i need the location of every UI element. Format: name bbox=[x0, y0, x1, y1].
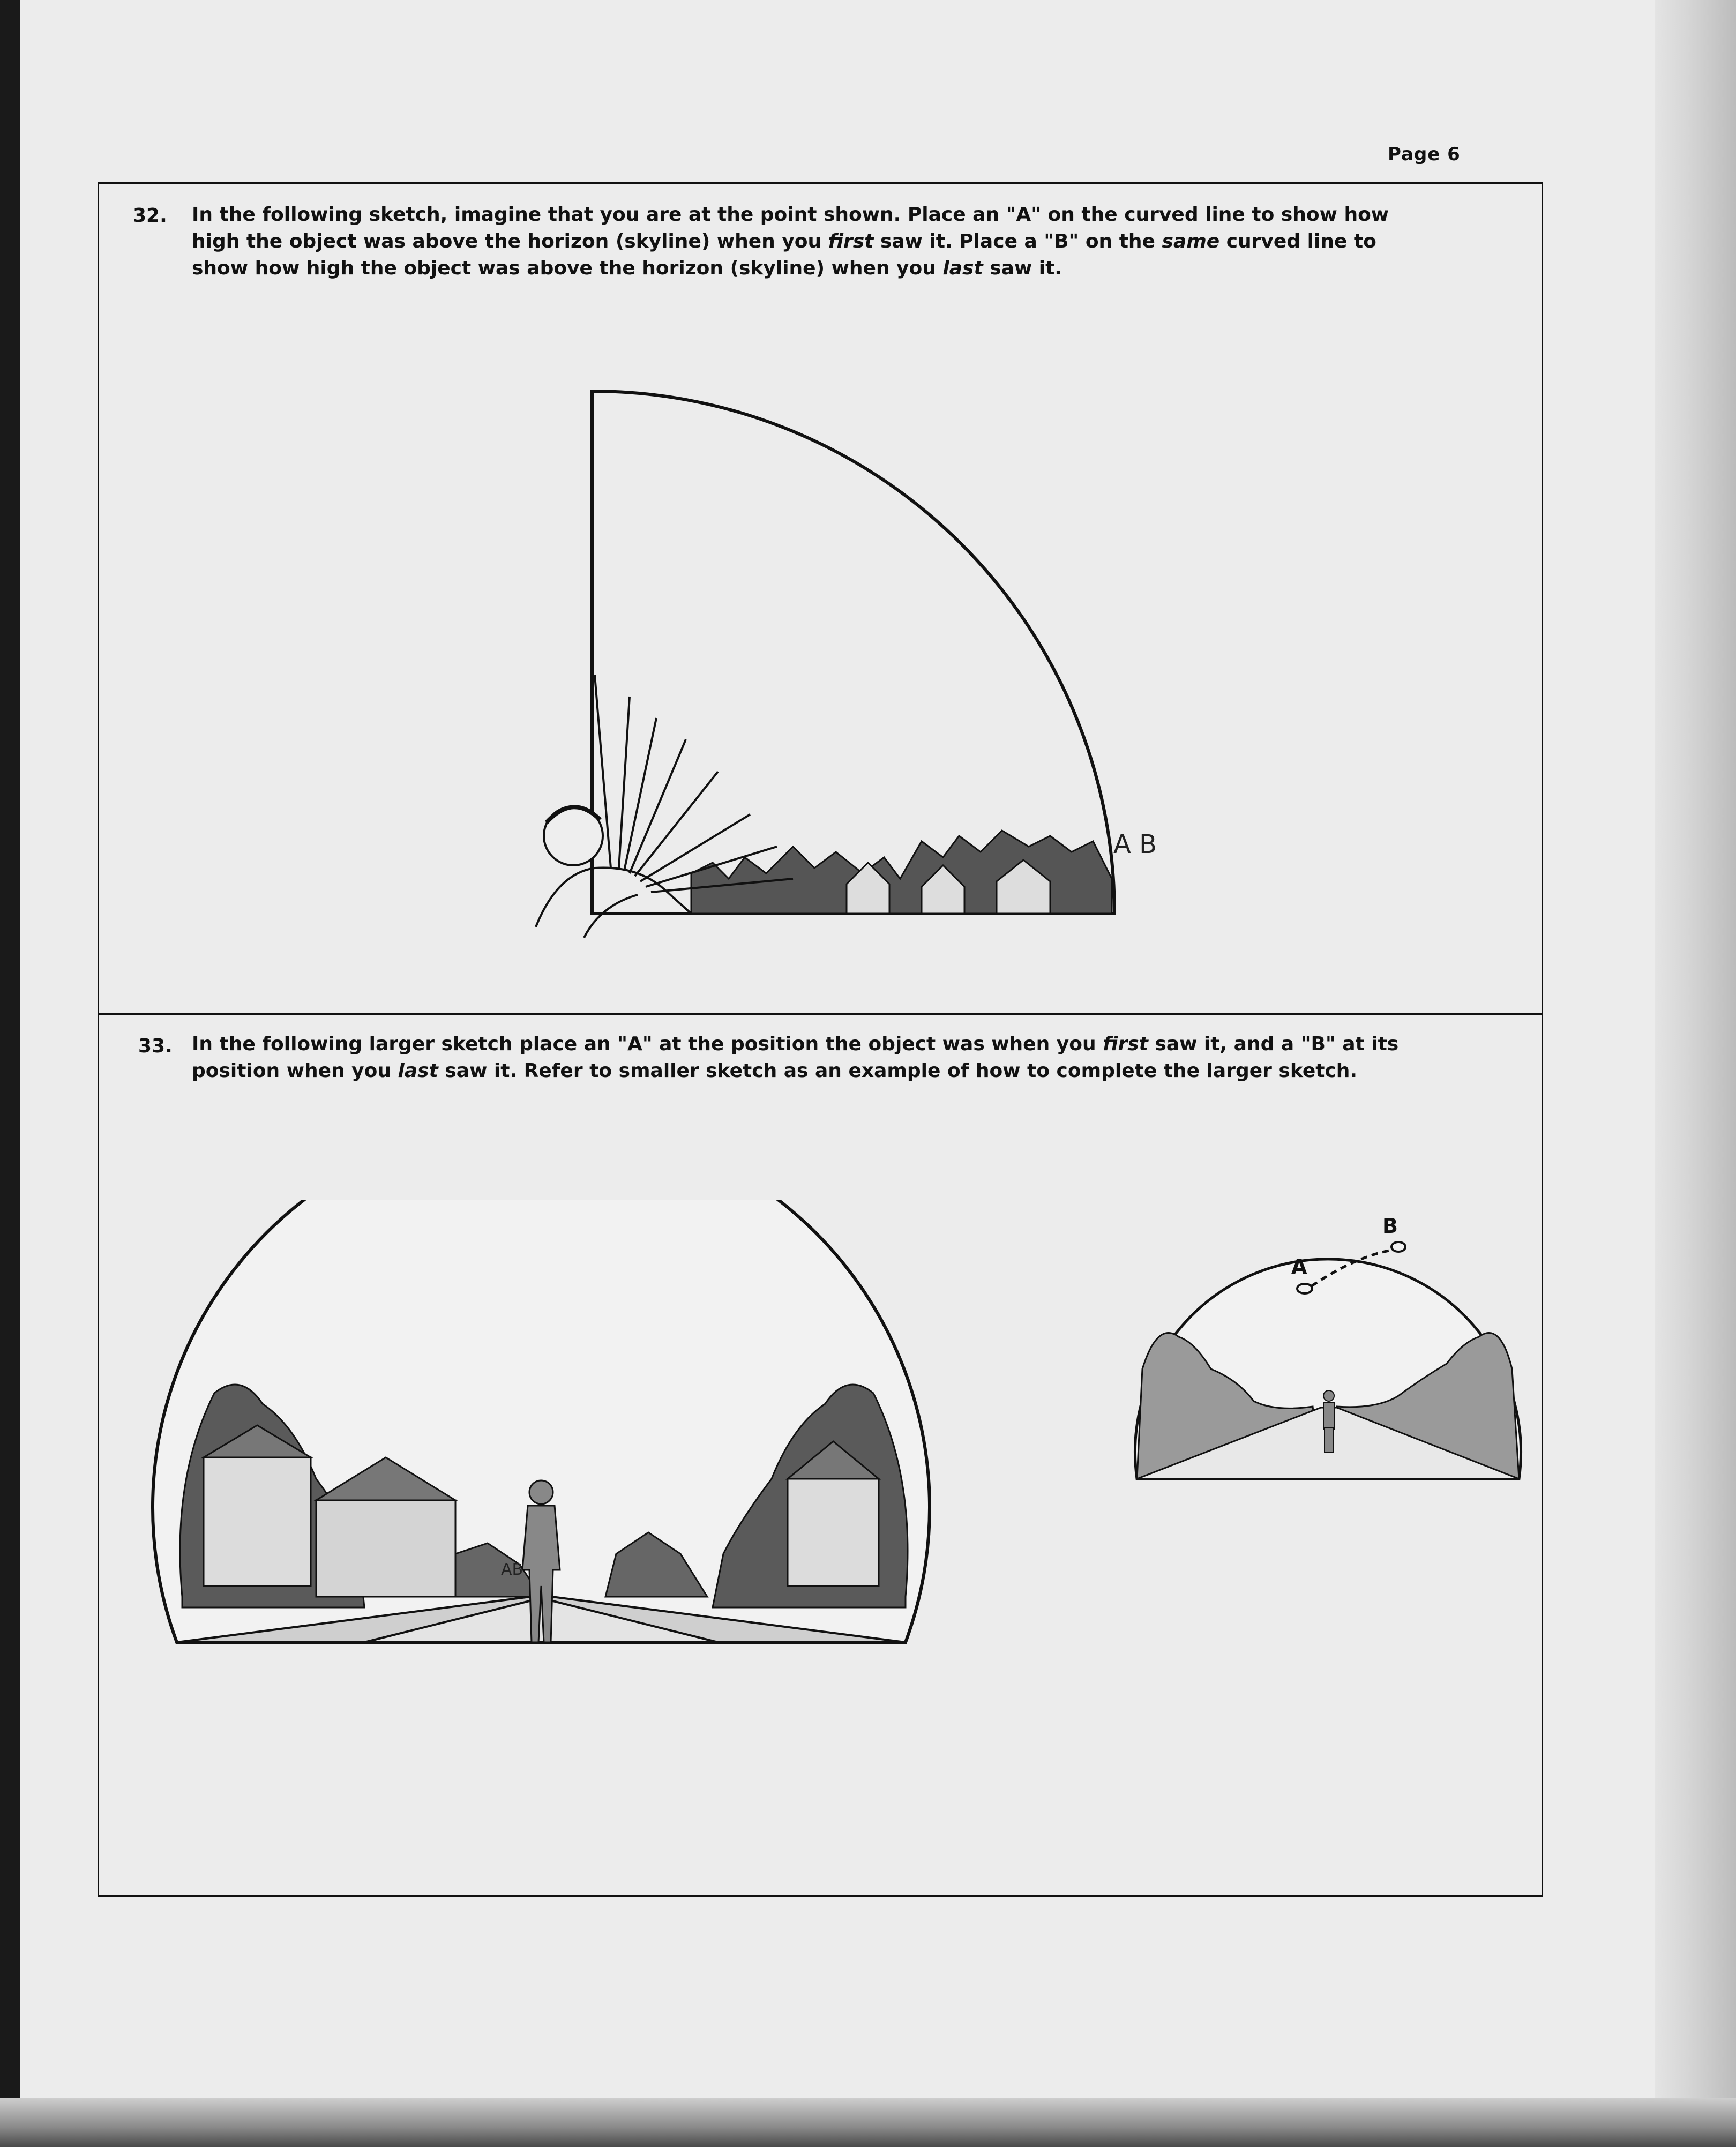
question-32-text bbox=[192, 201, 1531, 282]
large-street-sketch bbox=[134, 1200, 948, 1661]
question-32-line-2: high the object was above the horizon (skyline) when you first saw it. Place a "B" on the same curved line to bbox=[192, 230, 1376, 252]
question-33-line-2: position when you last saw it. Refer to smaller sketch as an example of how to complete the larger sketch. bbox=[192, 1060, 1358, 1082]
skyline-houses-icon bbox=[691, 831, 1112, 914]
small-standing-figure-icon bbox=[1323, 1390, 1334, 1452]
question-33-text bbox=[192, 1031, 1531, 1084]
example-label-b: B bbox=[1382, 1214, 1398, 1238]
handwritten-answer-32: A B bbox=[1113, 829, 1157, 859]
question-32-line-1: In the following sketch, imagine that you are at the point shown. Place an "A" on the curved line to show how bbox=[192, 204, 1389, 226]
question-32-number: 32. bbox=[133, 205, 167, 227]
question-33-number: 33. bbox=[138, 1035, 173, 1057]
handwritten-answer-33: AB bbox=[501, 1560, 523, 1579]
pointing-arms-icon bbox=[595, 675, 793, 892]
example-label-a: A bbox=[1291, 1255, 1307, 1278]
small-example-sketch bbox=[1131, 1208, 1532, 1487]
quarter-arc-sketch bbox=[514, 375, 1184, 964]
object-a-marker bbox=[1297, 1284, 1312, 1293]
question-32-line-3: show how high the object was above the horizon (skyline) when you last saw it. bbox=[192, 257, 1062, 279]
object-b-marker bbox=[1391, 1242, 1405, 1252]
page-number: Page 6 bbox=[1388, 144, 1461, 165]
scan-border-right bbox=[1655, 0, 1736, 2147]
observer-figure-icon bbox=[536, 806, 691, 938]
question-33-line-1: In the following larger sketch place an "A" at the position the object was when you first saw it, and a "B" at its bbox=[192, 1033, 1399, 1055]
scan-border-bottom bbox=[0, 2098, 1736, 2147]
quarter-arc-outline bbox=[592, 391, 1114, 914]
scan-border-left bbox=[0, 0, 20, 2147]
